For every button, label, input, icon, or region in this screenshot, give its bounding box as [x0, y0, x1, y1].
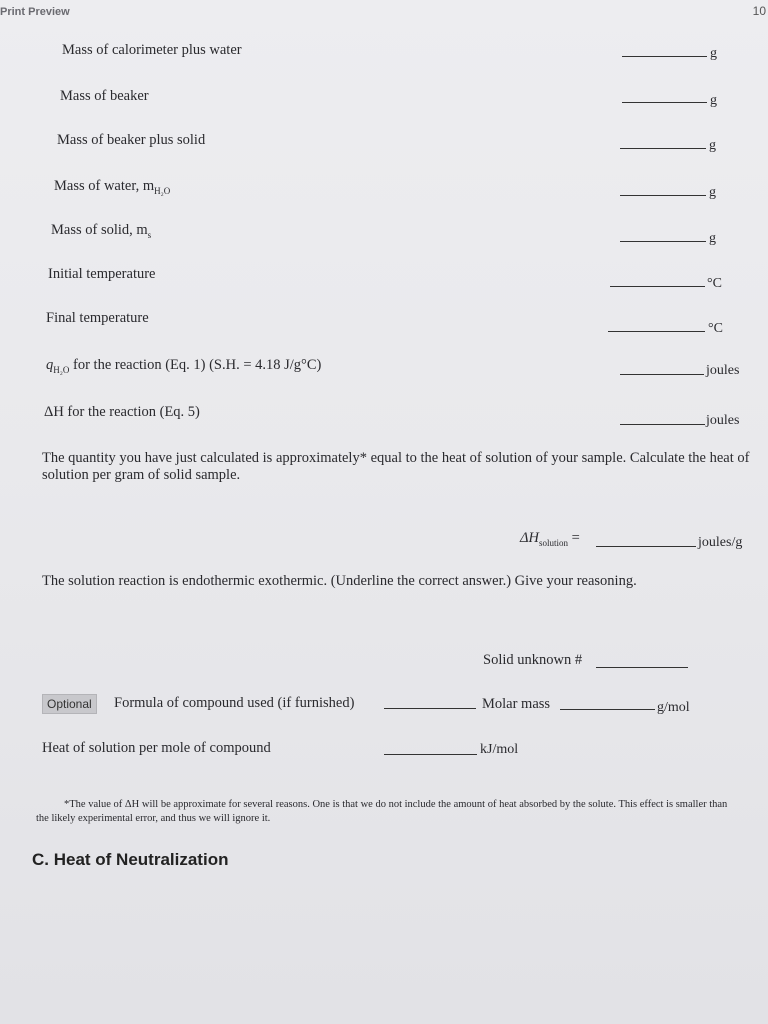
measurement-label: Mass of solid, $m_s$ [51, 222, 152, 240]
heat-per-mole-label: Heat of solution per mole of compound [42, 740, 271, 756]
molar-mass-label: Molar mass [482, 696, 551, 712]
answer-blank[interactable] [620, 148, 706, 149]
unit-label: joules [706, 363, 740, 378]
measurement-row [0, 132, 768, 156]
heat-per-mole-row [0, 740, 768, 764]
section-heading: C. Heat of Neutralization [32, 850, 229, 869]
answer-blank[interactable] [620, 195, 706, 196]
measurement-label: Mass of beaker [60, 88, 149, 104]
solid-unknown-row [0, 652, 768, 676]
dh-solution-blank[interactable] [596, 546, 696, 547]
answer-blank[interactable] [620, 424, 705, 425]
print-preview-title: Print Preview [0, 6, 70, 18]
unit-label: g [709, 231, 716, 246]
answer-blank[interactable] [620, 241, 706, 242]
heat-per-mole-blank[interactable] [384, 754, 477, 755]
footnote: *The value of ΔH will be approximate for several reasons. One is that we do not include the amount of heat absorbed by the solute. This effect is smaller than the likely experimental error, and thus we will ignore it. [36, 799, 728, 824]
measurement-label: Final temperature [46, 310, 149, 326]
measurement-row [0, 310, 768, 334]
dh-solution-row [0, 530, 768, 554]
answer-blank[interactable] [620, 374, 704, 375]
measurement-row [0, 404, 768, 428]
measurement-label: Mass of calorimeter plus water [62, 42, 242, 58]
reaction-prompt: The solution reaction is endothermic exothermic. (Underline the correct answer.) Give your reasoning. [42, 573, 637, 589]
formula-label: Formula of compound used (if furnished) [114, 695, 355, 711]
measurement-row [0, 42, 768, 66]
measurement-row [0, 357, 768, 381]
instruction-text: The quantity you have just calculated is approximately* equal to the heat of solution of your sample. Calculate the heat of solution per gram of solid sample. [42, 450, 750, 483]
unit-label: g [710, 93, 717, 108]
measurement-label: ΔH for the reaction (Eq. 5) [44, 404, 200, 420]
formula-blank[interactable] [384, 708, 476, 709]
molar-mass-blank[interactable] [560, 709, 655, 710]
unit-label: g [709, 138, 716, 153]
heat-per-mole-unit: kJ/mol [480, 742, 519, 757]
measurement-row [0, 88, 768, 112]
dh-solution-label: $\Delta H_{solution}$ = [520, 530, 580, 548]
measurement-label: $q_{H_2O}$ for the reaction (Eq. 1) (S.H. = 4.18 J/g°C) [46, 357, 322, 375]
unit-label: °C [708, 321, 723, 336]
unit-label: joules [706, 413, 740, 428]
measurement-row [0, 266, 768, 290]
optional-badge: Optional [42, 694, 97, 714]
measurement-label: Initial temperature [48, 266, 156, 282]
answer-blank[interactable] [622, 102, 707, 103]
page-number: 10 [752, 4, 766, 18]
unit-label: g [710, 46, 717, 61]
formula-row [0, 695, 768, 719]
measurement-label: Mass of beaker plus solid [57, 132, 206, 148]
unit-label: g [709, 185, 716, 200]
solid-unknown-blank[interactable] [596, 667, 688, 668]
answer-blank[interactable] [608, 331, 705, 332]
dh-solution-unit: joules/g [698, 535, 743, 550]
answer-blank[interactable] [610, 286, 705, 287]
answer-blank[interactable] [622, 56, 707, 57]
measurement-label: Mass of water, $m_{H_2O}$ [54, 178, 171, 196]
unit-label: °C [707, 276, 722, 291]
measurement-row [0, 178, 768, 202]
molar-mass-unit: g/mol [657, 700, 690, 715]
solid-unknown-label: Solid unknown # [483, 652, 583, 668]
measurement-row [0, 222, 768, 246]
